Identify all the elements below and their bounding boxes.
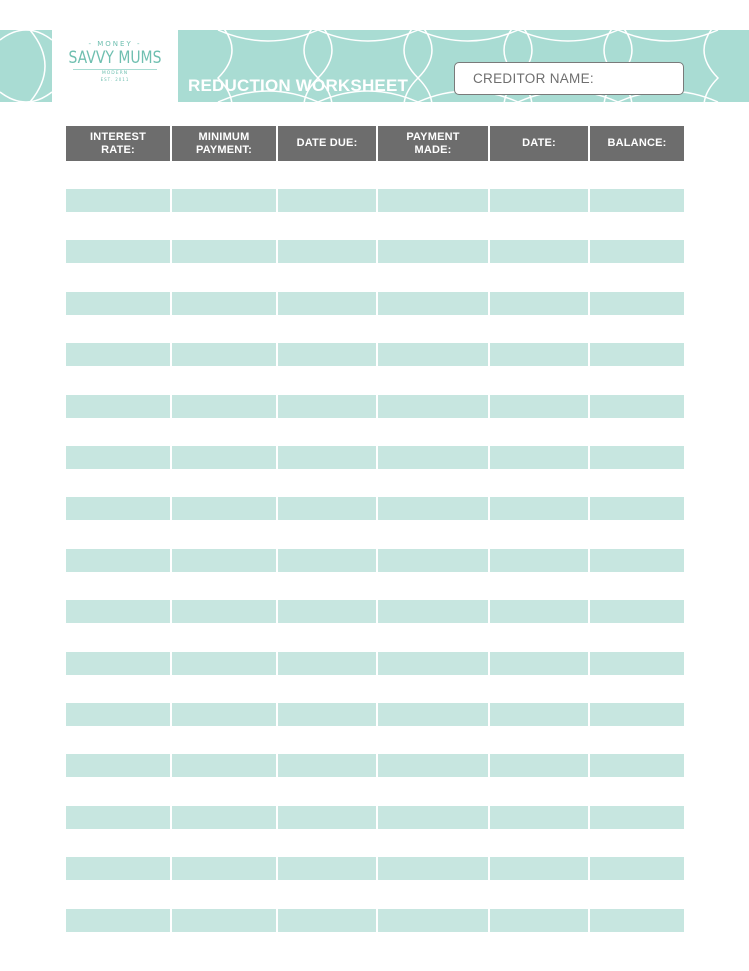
cell-balance[interactable] <box>590 189 684 212</box>
cell-interest-rate[interactable] <box>66 343 172 366</box>
column-header-date <box>490 126 590 161</box>
cell-payment-made[interactable] <box>378 703 490 726</box>
logo-established: EST. 2011 <box>100 77 130 82</box>
cell-payment-made[interactable] <box>378 909 490 932</box>
cell-minimum-payment[interactable] <box>172 240 278 263</box>
cell-date[interactable] <box>490 600 590 623</box>
cell-date[interactable] <box>490 292 590 315</box>
table-row <box>66 754 684 777</box>
cell-balance[interactable] <box>590 909 684 932</box>
column-header-text: PAYMENT <box>406 130 460 143</box>
cell-interest-rate[interactable] <box>66 703 172 726</box>
cell-payment-made[interactable] <box>378 806 490 829</box>
cell-interest-rate[interactable] <box>66 549 172 572</box>
cell-payment-made[interactable] <box>378 240 490 263</box>
column-header-text: DATE: <box>522 137 556 149</box>
logo-subtitle: MODERN <box>73 69 157 76</box>
table-row <box>66 189 684 212</box>
cell-date[interactable] <box>490 703 590 726</box>
table-row <box>66 240 684 263</box>
cell-balance[interactable] <box>590 600 684 623</box>
cell-minimum-payment[interactable] <box>172 806 278 829</box>
table-row <box>66 703 684 726</box>
logo-wordmark: SAVVY MUMS <box>68 48 162 68</box>
worksheet-table <box>66 126 684 971</box>
column-header-date-due <box>278 126 378 161</box>
cell-minimum-payment[interactable] <box>172 600 278 623</box>
cell-date-due[interactable] <box>278 497 378 520</box>
table-row <box>66 343 684 366</box>
cell-date-due[interactable] <box>278 600 378 623</box>
cell-date-due[interactable] <box>278 189 378 212</box>
cell-date-due[interactable] <box>278 806 378 829</box>
table-row <box>66 497 684 520</box>
cell-interest-rate[interactable] <box>66 189 172 212</box>
cell-interest-rate[interactable] <box>66 446 172 469</box>
column-header-text: PAYMENT: <box>196 143 252 156</box>
column-header-text: BALANCE: <box>607 137 667 149</box>
table-row <box>66 292 684 315</box>
cell-date-due[interactable] <box>278 703 378 726</box>
logo <box>52 30 178 102</box>
cell-interest-rate[interactable] <box>66 240 172 263</box>
cell-payment-made[interactable] <box>378 600 490 623</box>
cell-date[interactable] <box>490 806 590 829</box>
banner-pattern-left <box>0 30 52 102</box>
table-row <box>66 549 684 572</box>
column-header-balance <box>590 126 684 161</box>
cell-minimum-payment[interactable] <box>172 189 278 212</box>
cell-balance[interactable] <box>590 857 684 880</box>
column-header-text: DATE DUE: <box>296 137 358 149</box>
cell-payment-made[interactable] <box>378 395 490 418</box>
cell-payment-made[interactable] <box>378 652 490 675</box>
cell-payment-made[interactable] <box>378 446 490 469</box>
cell-balance[interactable] <box>590 240 684 263</box>
cell-minimum-payment[interactable] <box>172 909 278 932</box>
cell-interest-rate[interactable] <box>66 806 172 829</box>
column-header-text: MINIMUM <box>198 130 250 143</box>
column-header-payment-made <box>378 126 490 161</box>
table-header <box>66 126 684 161</box>
table-body <box>66 161 684 971</box>
cell-payment-made[interactable] <box>378 857 490 880</box>
table-row <box>66 909 684 932</box>
cell-date[interactable] <box>490 549 590 572</box>
table-row <box>66 857 684 880</box>
cell-minimum-payment[interactable] <box>172 754 278 777</box>
cell-payment-made[interactable] <box>378 754 490 777</box>
cell-date-due[interactable] <box>278 395 378 418</box>
cell-interest-rate[interactable] <box>66 652 172 675</box>
cell-date[interactable] <box>490 909 590 932</box>
creditor-name-label: CREDITOR NAME: <box>473 71 594 86</box>
cell-balance[interactable] <box>590 549 684 572</box>
cell-minimum-payment[interactable] <box>172 703 278 726</box>
cell-balance[interactable] <box>590 497 684 520</box>
cell-payment-made[interactable] <box>378 292 490 315</box>
cell-date[interactable] <box>490 395 590 418</box>
column-header-text: RATE: <box>101 143 135 156</box>
cell-date-due[interactable] <box>278 446 378 469</box>
cell-minimum-payment[interactable] <box>172 395 278 418</box>
cell-balance[interactable] <box>590 343 684 366</box>
cell-date-due[interactable] <box>278 240 378 263</box>
cell-date[interactable] <box>490 652 590 675</box>
cell-date-due[interactable] <box>278 857 378 880</box>
cell-date[interactable] <box>490 497 590 520</box>
table-row <box>66 600 684 623</box>
cell-date[interactable] <box>490 240 590 263</box>
creditor-name-field[interactable] <box>454 62 684 95</box>
cell-minimum-payment[interactable] <box>172 857 278 880</box>
quatrefoil-pattern-icon <box>0 30 52 102</box>
cell-date[interactable] <box>490 343 590 366</box>
cell-date[interactable] <box>490 446 590 469</box>
cell-interest-rate[interactable] <box>66 292 172 315</box>
cell-date-due[interactable] <box>278 754 378 777</box>
cell-payment-made[interactable] <box>378 189 490 212</box>
cell-minimum-payment[interactable] <box>172 343 278 366</box>
cell-date[interactable] <box>490 189 590 212</box>
cell-minimum-payment[interactable] <box>172 497 278 520</box>
cell-date-due[interactable] <box>278 909 378 932</box>
logo-tagline: - MONEY - <box>88 40 142 48</box>
cell-interest-rate[interactable] <box>66 857 172 880</box>
cell-interest-rate[interactable] <box>66 600 172 623</box>
cell-balance[interactable] <box>590 292 684 315</box>
cell-payment-made[interactable] <box>378 549 490 572</box>
column-header-text: MADE: <box>414 143 452 156</box>
cell-date[interactable] <box>490 754 590 777</box>
cell-minimum-payment[interactable] <box>172 446 278 469</box>
column-header-minimum-payment <box>172 126 278 161</box>
cell-interest-rate[interactable] <box>66 497 172 520</box>
cell-date-due[interactable] <box>278 549 378 572</box>
cell-balance[interactable] <box>590 806 684 829</box>
cell-payment-made[interactable] <box>378 343 490 366</box>
cell-minimum-payment[interactable] <box>172 292 278 315</box>
cell-minimum-payment[interactable] <box>172 549 278 572</box>
table-row <box>66 395 684 418</box>
cell-balance[interactable] <box>590 395 684 418</box>
cell-balance[interactable] <box>590 754 684 777</box>
cell-minimum-payment[interactable] <box>172 652 278 675</box>
cell-interest-rate[interactable] <box>66 754 172 777</box>
cell-balance[interactable] <box>590 703 684 726</box>
cell-date[interactable] <box>490 857 590 880</box>
page-title: REDUCTION WORKSHEET <box>188 76 409 95</box>
cell-balance[interactable] <box>590 652 684 675</box>
cell-payment-made[interactable] <box>378 497 490 520</box>
cell-date-due[interactable] <box>278 292 378 315</box>
cell-balance[interactable] <box>590 446 684 469</box>
table-row <box>66 652 684 675</box>
table-row <box>66 806 684 829</box>
cell-date-due[interactable] <box>278 652 378 675</box>
column-header-interest-rate <box>66 126 172 161</box>
table-row <box>66 446 684 469</box>
cell-date-due[interactable] <box>278 343 378 366</box>
column-header-text: INTEREST <box>90 130 146 143</box>
cell-interest-rate[interactable] <box>66 909 172 932</box>
cell-interest-rate[interactable] <box>66 395 172 418</box>
